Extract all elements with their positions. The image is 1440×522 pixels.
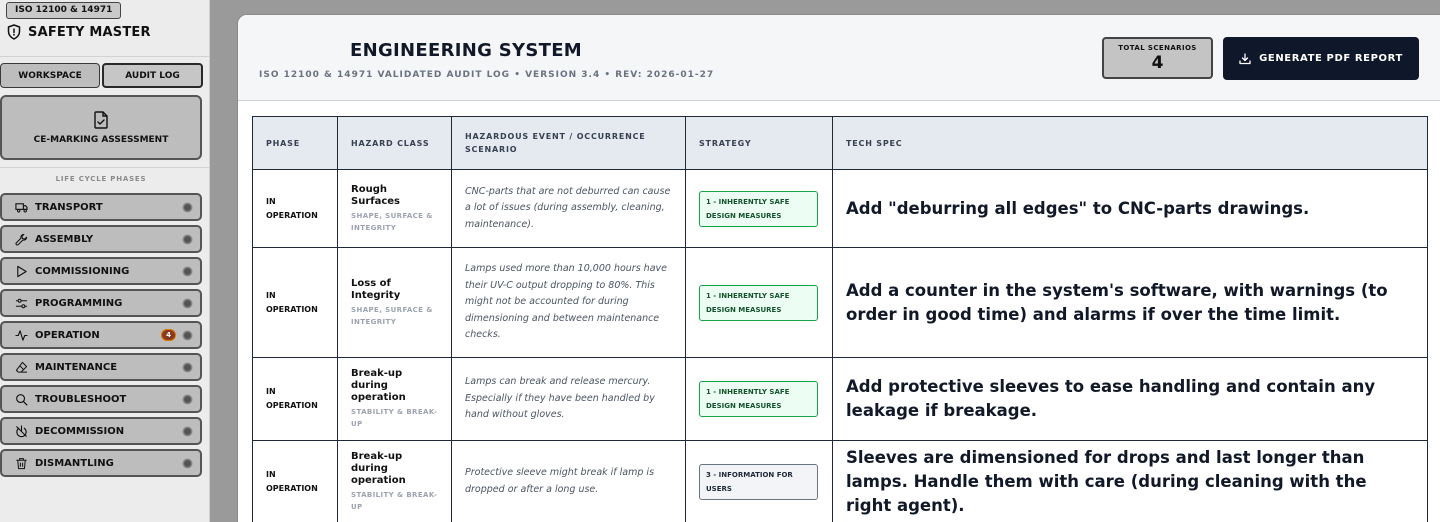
phase-cell: IN OPERATION <box>266 469 318 493</box>
phases-section-title: LIFE CYCLE PHASES <box>55 175 147 183</box>
eraser-icon <box>11 357 31 377</box>
total-scenarios-badge <box>1102 37 1213 79</box>
sliders-icon <box>11 293 31 313</box>
sidebar-item-maintenance[interactable] <box>0 353 202 381</box>
brand-name: SAFETY MASTER <box>28 24 151 40</box>
strategy-tag: 1 - INHERENTLY SAFE DESIGN MEASURES <box>699 381 818 417</box>
hazard-table <box>252 116 1428 522</box>
sidebar-item-dismantling[interactable] <box>0 449 202 477</box>
sidebar-item-label: DISMANTLING <box>35 457 114 469</box>
status-dot <box>184 460 191 467</box>
phase-cell: IN OPERATION <box>266 196 318 220</box>
shield-icon <box>7 24 21 40</box>
sidebar-item-commissioning[interactable] <box>0 257 202 285</box>
activity-icon <box>11 325 31 345</box>
status-dot <box>184 396 191 403</box>
status-dot <box>184 428 191 435</box>
tab-workspace[interactable]: WORKSPACE <box>0 63 100 88</box>
tech-spec-cell: Sleeves are dimensioned for drops and last longer than lamps. Handle them with care (during cleaning with the right agent). <box>846 447 1367 515</box>
sidebar-item-decommission[interactable] <box>0 417 202 445</box>
audit-log-card <box>237 14 1440 522</box>
search-icon <box>11 389 31 409</box>
divider <box>0 167 209 168</box>
hazard-class-category: STABILITY & BREAK-UP <box>351 408 438 428</box>
ce-marking-assessment-button[interactable] <box>0 95 202 160</box>
hazard-class-category: STABILITY & BREAK-UP <box>351 490 438 511</box>
iso-badge: ISO 12100 & 14971 <box>6 2 121 19</box>
sidebar-item-transport[interactable] <box>0 193 202 221</box>
sidebar-item-label: ASSEMBLY <box>35 233 94 245</box>
column-header-hazard-class: HAZARD CLASS <box>338 117 452 170</box>
pdf-button-label: GENERATE PDF REPORT <box>1259 53 1403 64</box>
column-header-hazardous-event: HAZARDOUS EVENT / OCCURRENCE SCENARIO <box>452 117 686 170</box>
sidebar-item-label: PROGRAMMING <box>35 297 123 309</box>
tech-spec-cell: Add "deburring all edges" to CNC-parts drawings. <box>846 198 1310 218</box>
tech-spec-cell: Add a counter in the system's software, with warnings (to order in good time) and alarms if over the time limit. <box>846 280 1388 324</box>
status-dot <box>184 268 191 275</box>
table-row[interactable] <box>253 358 1428 441</box>
sidebar <box>0 0 210 522</box>
column-header-tech-spec: TECH SPEC <box>833 117 1428 170</box>
scenario-count-badge: 4 <box>161 329 176 341</box>
play-icon <box>11 261 31 281</box>
file-check-icon <box>93 111 109 129</box>
column-header-strategy: STRATEGY <box>686 117 833 170</box>
total-scenarios-value: 4 <box>1151 52 1164 73</box>
sidebar-item-troubleshoot[interactable] <box>0 385 202 413</box>
status-dot <box>184 364 191 371</box>
status-dot <box>184 236 191 243</box>
generate-pdf-report-button[interactable] <box>1223 37 1419 80</box>
phase-cell: IN OPERATION <box>266 290 318 314</box>
strategy-tag: 3 - INFORMATION FOR USERS <box>699 464 818 500</box>
status-dot <box>184 332 191 339</box>
hazard-class-title: Loss of Integrity <box>351 277 401 301</box>
sidebar-item-label: TRANSPORT <box>35 201 103 213</box>
hazard-class-title: Break-up during operation <box>351 450 406 486</box>
hazardous-event-cell: CNC-parts that are not deburred can cause a lot of issues (during assembly, cleaning, maintenance). <box>465 185 671 230</box>
page-subtitle: ISO 12100 & 14971 VALIDATED AUDIT LOG • VERSION 3.4 • REV: 2026-01-27 <box>259 70 715 80</box>
hazard-class-category: SHAPE, SURFACE & INTEGRITY <box>351 305 433 326</box>
column-header-phase: PHASE <box>253 117 338 170</box>
strategy-tag: 1 - INHERENTLY SAFE DESIGN MEASURES <box>699 285 818 321</box>
sidebar-item-label: MAINTENANCE <box>35 361 118 373</box>
status-dot <box>184 300 191 307</box>
sidebar-item-label: COMMISSIONING <box>35 265 130 277</box>
hazard-class-title: Rough Surfaces <box>351 183 401 207</box>
sidebar-item-operation[interactable] <box>0 321 202 349</box>
table-row[interactable] <box>253 248 1428 358</box>
divider <box>0 56 209 57</box>
power-off-icon <box>11 421 31 441</box>
trash-icon <box>11 453 31 473</box>
phase-cell: IN OPERATION <box>266 387 318 410</box>
status-dot <box>184 204 191 211</box>
strategy-tag: 1 - INHERENTLY SAFE DESIGN MEASURES <box>699 191 818 227</box>
sidebar-item-label: DECOMMISSION <box>35 425 125 437</box>
card-header <box>238 15 1440 101</box>
wrench-icon <box>11 229 31 249</box>
tech-spec-cell: Add protective sleeves to ease handling and contain any leakage if breakage. <box>846 377 1376 420</box>
ce-marking-label: CE-MARKING ASSESSMENT <box>33 134 169 145</box>
truck-icon <box>11 197 31 217</box>
page-title: ENGINEERING SYSTEM <box>350 40 582 61</box>
hazardous-event-cell: Protective sleeve might break if lamp is dropped or after a long use. <box>465 467 655 495</box>
hazardous-event-cell: Lamps can break and release mercury. Especially if they have been handled by hand without gloves. <box>465 376 655 421</box>
sidebar-item-label: TROUBLESHOOT <box>35 393 127 405</box>
hazardous-event-cell: Lamps used more than 10,000 hours have their UV-C output dropping to 80%. This might not be accounted for during dimensioning and between maintenance checks. <box>465 263 667 341</box>
hazard-class-category: SHAPE, SURFACE & INTEGRITY <box>351 211 433 232</box>
sidebar-item-assembly[interactable] <box>0 225 202 253</box>
download-icon <box>1239 53 1251 65</box>
table-row[interactable] <box>253 441 1428 522</box>
hazard-class-title: Break-up during operation <box>351 368 406 403</box>
sidebar-item-programming[interactable] <box>0 289 202 317</box>
total-scenarios-label: TOTAL SCENARIOS <box>1118 43 1197 52</box>
table-header-row <box>253 117 1428 170</box>
tab-audit-log[interactable]: AUDIT LOG <box>102 63 203 88</box>
table-row[interactable] <box>253 170 1428 248</box>
brand <box>7 24 151 40</box>
sidebar-item-label: OPERATION <box>35 329 100 341</box>
